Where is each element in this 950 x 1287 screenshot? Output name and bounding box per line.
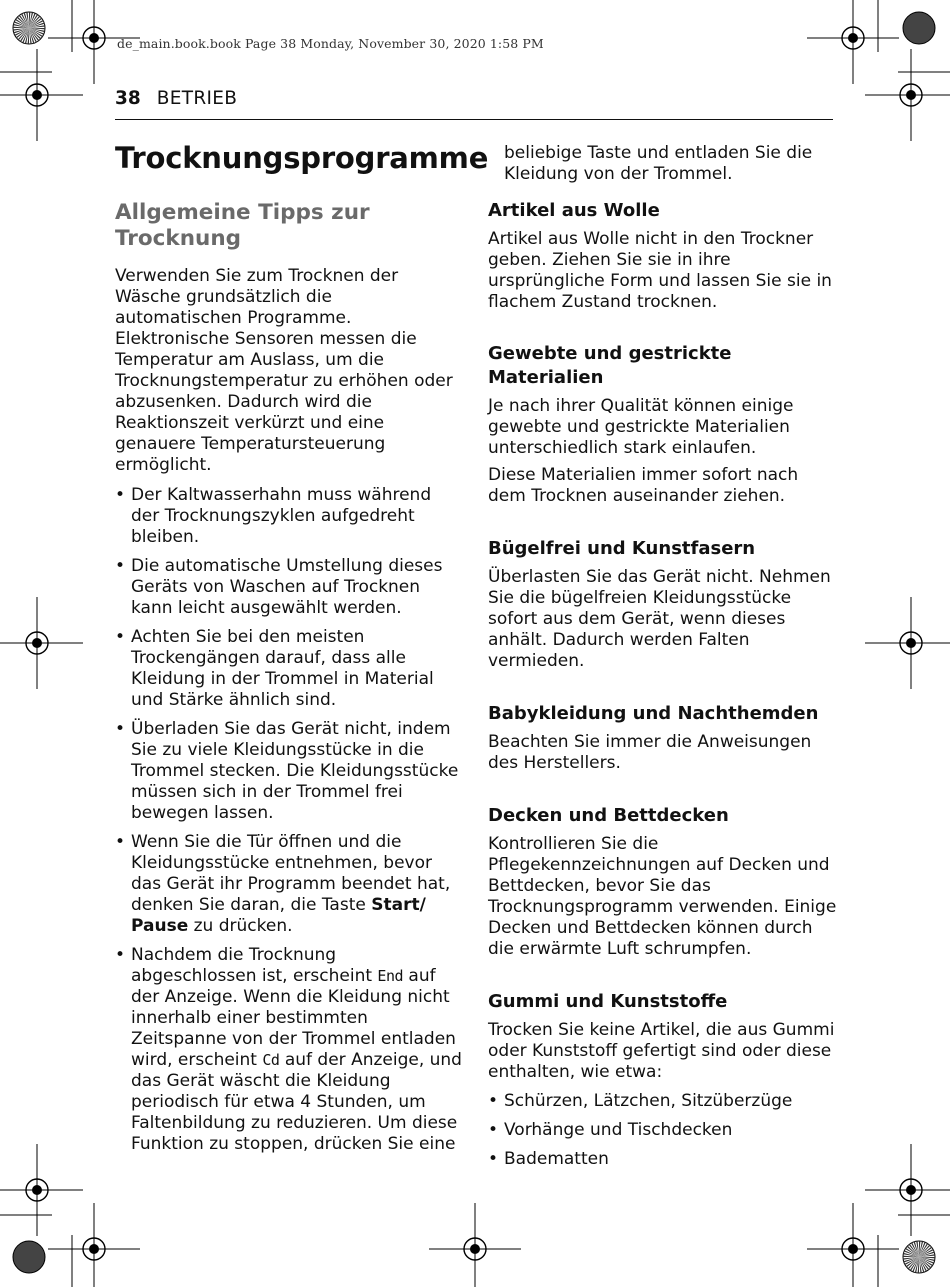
section-woven-knitted [488, 342, 838, 507]
start-pause-key-label: Start/ Pause [131, 895, 426, 936]
list-item [115, 832, 463, 937]
list-item-text: Achten Sie bei den meisten Trockengängen darauf, dass alle Kleidung in der Trommel in Material und Stärke ähnlich sind. [131, 627, 434, 710]
section-blankets [488, 804, 838, 960]
color-target-icon [903, 12, 935, 44]
running-header [115, 88, 833, 120]
section-paragraph: Artikel aus Wolle nicht in den Trockner geben. Ziehen Sie sie in ihre ursprüngliche Form und lassen Sie sie in flachem Zustand trocknen. [488, 229, 832, 312]
bullet-icon: • [115, 719, 126, 739]
rubber-items-list [488, 1091, 838, 1170]
section-paragraph: Beachten Sie immer die Anweisungen des Herstellers. [488, 732, 812, 773]
list-item [488, 1091, 838, 1112]
registration-mark-icon [429, 1203, 521, 1287]
intro-paragraph: Verwenden Sie zum Trocknen der Wäsche grundsätzlich die automatischen Programme. Elektronische Sensoren messen die Temperatur am Auslass, um die Trocknungstemperatur zu erhöhen oder abzusenken. Dadurch wird die Reaktionszeit verkürzt und eine genauere Temperatursteuerung ermöglicht. [115, 266, 453, 475]
registration-mark-icon [807, 1203, 899, 1287]
registration-mark-icon [0, 597, 83, 689]
bullet-icon: • [488, 1149, 499, 1169]
registration-mark-icon [807, 0, 899, 84]
registration-mark-icon [865, 49, 950, 141]
right-column [488, 143, 838, 1178]
section-heading: Babykleidung und Nachthemden [488, 703, 819, 724]
bullet-icon: • [115, 945, 126, 965]
subtitle: Allgemeine Tipps zur Trocknung [115, 200, 370, 251]
section-title: BETRIEB [156, 88, 238, 109]
section-rubber-plastic [488, 990, 838, 1170]
bullet-icon: • [115, 556, 126, 576]
display-end-indicator: End [377, 967, 404, 985]
registration-mark-icon [0, 1144, 83, 1236]
text-run: Wenn Sie die Tür öffnen und die Kleidungsstücke entnehmen, bevor das Gerät ihr Programm beendet hat, denken Sie daran, die Taste [131, 832, 451, 915]
page-title: Trocknungsprogramme [115, 141, 489, 175]
color-target-icon [13, 1241, 45, 1273]
list-item-text: Vorhänge und Tischdecken [504, 1120, 733, 1140]
section-heading: Gewebte und gestrickte Materialien [488, 343, 732, 388]
list-item [115, 627, 463, 711]
section-paragraph: Je nach ihrer Qualität können einige gewebte und gestrickte Materialien unterschiedlich stark einlaufen. [488, 396, 794, 458]
section-baby-clothes [488, 702, 838, 774]
list-item [115, 485, 463, 548]
list-item-text [131, 945, 462, 1154]
list-item [488, 1149, 838, 1170]
section-heading: Decken und Bettdecken [488, 805, 729, 826]
bullet-icon: • [488, 1091, 499, 1111]
section-heading: Bügelfrei und Kunstfasern [488, 538, 756, 559]
text-run: Nachdem die Trocknung abgeschlossen ist, erscheint [131, 945, 378, 986]
section-paragraph: Trocken Sie keine Artikel, die aus Gummi oder Kunststoff gefertigt sind oder diese enthalten, wie etwa: [488, 1020, 835, 1082]
section-noniron-synthetic [488, 537, 838, 672]
list-item-text: Schürzen, Lätzchen, Sitzüberzüge [504, 1091, 793, 1111]
list-item [115, 719, 463, 824]
list-item-text [131, 832, 450, 936]
display-cd-indicator: Cd [262, 1051, 280, 1069]
section-paragraph: Diese Materialien immer sofort nach dem Trocknen auseinander ziehen. [488, 465, 799, 506]
list-item-text: Die automatische Umstellung dieses Geräts von Waschen auf Trocknen kann leicht ausgewählt werden. [131, 556, 443, 618]
tips-list [115, 485, 463, 1155]
continued-paragraph: beliebige Taste und entladen Sie die Kleidung von der Trommel. [504, 143, 813, 184]
section-paragraph: Überlasten Sie das Gerät nicht. Nehmen Sie die bügelfreien Kleidungsstücke sofort aus dem Gerät, wenn dieses anhält. Dadurch werden Falten vermieden. [488, 567, 831, 671]
list-item-text: Badematten [504, 1149, 609, 1169]
bullet-icon: • [115, 832, 126, 852]
section-heading: Artikel aus Wolle [488, 200, 660, 221]
registration-mark-icon [865, 1144, 950, 1236]
list-item-text: Überladen Sie das Gerät nicht, indem Sie zu viele Kleidungsstücke in die Trommel stecken. Die Kleidungsstücke müssen sich in der Trommel frei bewegen lassen. [131, 719, 459, 823]
bullet-icon: • [488, 1120, 499, 1140]
registration-mark-icon [48, 1203, 140, 1287]
section-paragraph: Kontrollieren Sie die Pflegekennzeichnungen auf Decken und Bettdecken, bevor Sie das Trocknungsprogramm verwenden. Einige Decken und Bettdecken können durch die erwärmte Luft schrumpfen. [488, 834, 837, 959]
text-run: zu drücken. [188, 916, 293, 936]
list-item [488, 1120, 838, 1141]
registration-mark-icon [865, 597, 950, 689]
text-run: auf der Anzeige. Wenn die Kleidung nicht innerhalb einer bestimmten Zeitspanne von der Trommel entladen wird, erscheint [131, 966, 456, 1070]
registration-mark-icon [0, 49, 83, 141]
left-column [115, 140, 489, 1163]
section-heading: Gummi und Kunststoffe [488, 991, 728, 1012]
list-item-text: Der Kaltwasserhahn muss während der Trocknungszyklen aufgedreht bleiben. [131, 485, 432, 547]
bullet-icon: • [115, 485, 126, 505]
bullet-icon: • [115, 627, 126, 647]
list-item [115, 945, 463, 1155]
text-run: auf der Anzeige, und das Gerät wäscht die Kleidung periodisch für etwa 4 Stunden, um Faltenbildung zu reduzieren. Um diese Funktion zu stoppen, drücken Sie eine [131, 1050, 462, 1154]
print-slug: de_main.book.book Page 38 Monday, November 30, 2020 1:58 PM [117, 36, 544, 51]
section-wool [488, 199, 838, 313]
list-item [115, 556, 463, 619]
page-number: 38 [115, 88, 141, 109]
